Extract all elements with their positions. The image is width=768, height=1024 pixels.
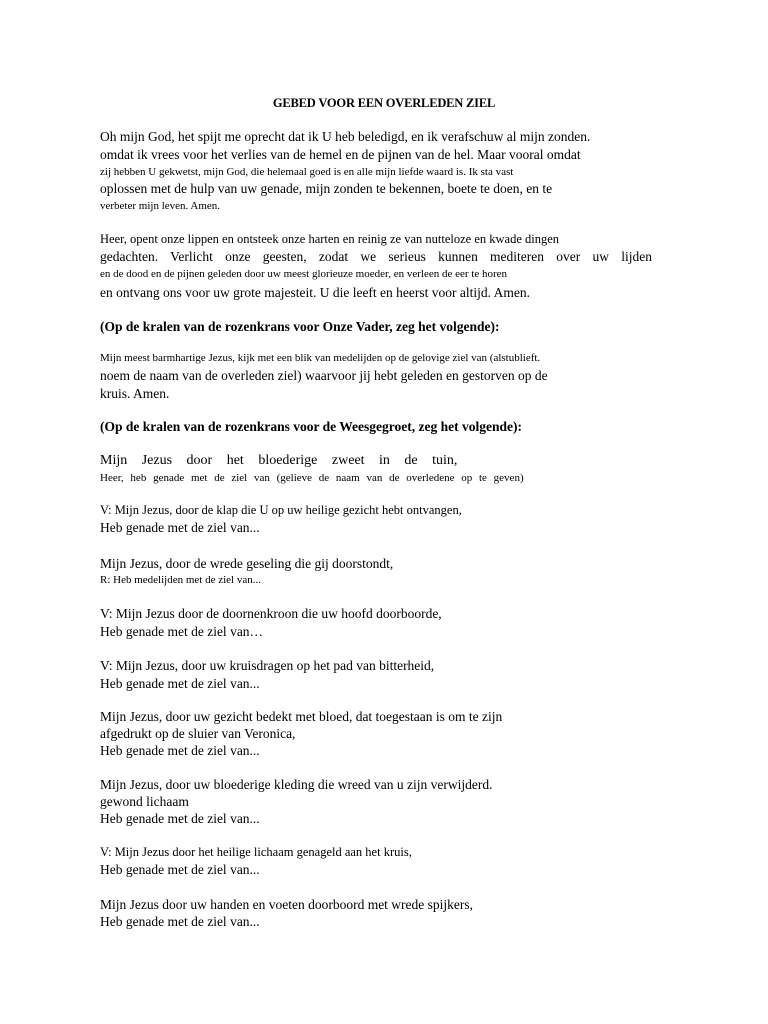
- text-line: Mijn Jezus, door uw bloederige kleding die wreed van u zijn verwijderd.: [100, 777, 493, 792]
- text-line: Heb genade met de ziel van...: [100, 862, 260, 877]
- text-line: Heer, opent onze lippen en ontsteek onze harten en reinig ze van nutteloze en kwade dingen: [100, 232, 560, 246]
- text-line: Heb genade met de ziel van...: [100, 743, 260, 758]
- text-line: verbeter mijn leven. Amen.: [100, 200, 221, 212]
- text-line: Heb genade met de ziel van…: [100, 624, 264, 639]
- section-heading: (Op de kralen van de rozenkrans voor Onze Vader, zeg het volgende):: [100, 319, 500, 334]
- text-line: en ontvang ons voor uw grote majesteit. U die leeft en heerst voor altijd. Amen.: [100, 285, 531, 300]
- text-line: Heb genade met de ziel van...: [100, 914, 260, 929]
- text-line: V: Mijn Jezus door de doornenkroon die uw hoofd doorboorde,: [100, 606, 442, 621]
- text-line: Heb genade met de ziel van...: [100, 811, 260, 826]
- text-line: noem de naam van de overleden ziel) waarvoor jij hebt geleden en gestorven op de: [100, 368, 548, 383]
- text-line: V: Mijn Jezus door het heilige lichaam genageld aan het kruis,: [100, 845, 412, 859]
- text-line: gedachten. Verlicht onze geesten, zodat we serieus kunnen mediteren over uw lijden: [100, 249, 652, 264]
- text-line: Mijn Jezus, door de wrede geseling die gij doorstondt,: [100, 556, 394, 571]
- text-line: afgedrukt op de sluier van Veronica,: [100, 726, 296, 741]
- text-line: Heer, heb genade met de ziel van (gelieve de naam van de overledene op te geven): [100, 472, 524, 484]
- text-line: R: Heb medelijden met de ziel van...: [100, 574, 261, 586]
- page-title: GEBED VOOR EEN OVERLEDEN ZIEL: [272, 96, 496, 110]
- text-line: Mijn meest barmhartige Jezus, kijk met een blik van medelijden op de gelovige ziel van (alstublieft.: [100, 352, 541, 364]
- text-line: V: Mijn Jezus, door uw kruisdragen op het pad van bitterheid,: [100, 658, 435, 673]
- text-line: V: Mijn Jezus, door de klap die U op uw heilige gezicht hebt ontvangen,: [100, 503, 462, 517]
- text-line: Heb genade met de ziel van...: [100, 520, 260, 535]
- text-line: gewond lichaam: [100, 794, 189, 809]
- text-line: en de dood en de pijnen geleden door uw meest glorieuze moeder, en verleen de eer te horen: [100, 268, 507, 280]
- text-line: Mijn Jezus door uw handen en voeten doorboord met wrede spijkers,: [100, 897, 474, 912]
- text-line: Mijn Jezus, door uw gezicht bedekt met bloed, dat toegestaan is om te zijn: [100, 709, 503, 724]
- section-heading: (Op de kralen van de rozenkrans voor de Weesgegroet, zeg het volgende):: [100, 419, 522, 434]
- text-line: Mijn Jezus door het bloederige zweet in de tuin,: [100, 453, 458, 468]
- text-line: Heb genade met de ziel van...: [100, 676, 260, 691]
- text-line: omdat ik vrees voor het verlies van de hemel en de pijnen van de hel. Maar vooral omdat: [100, 147, 581, 162]
- text-line: oplossen met de hulp van uw genade, mijn zonden te bekennen, boete te doen, en te: [100, 181, 553, 196]
- text-line: Oh mijn God, het spijt me oprecht dat ik U heb beledigd, en ik verafschuw al mijn zonden.: [100, 129, 591, 144]
- text-line: zij hebben U gekwetst, mijn God, die helemaal goed is en alle mijn liefde waard is. Ik sta vast: [100, 166, 514, 178]
- text-line: kruis. Amen.: [100, 386, 170, 401]
